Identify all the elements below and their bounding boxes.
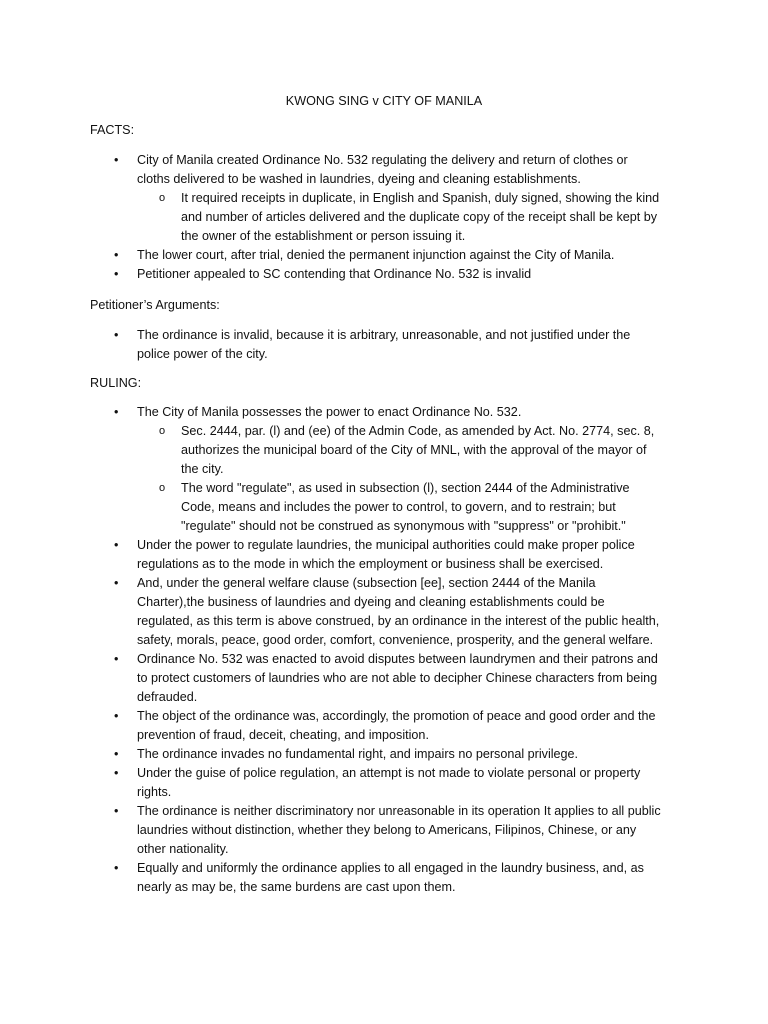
sub-list bbox=[137, 189, 664, 246]
list-item: • Under the guise of police regulation, an attempt is not made to violate personal or property rights. bbox=[0, 764, 768, 802]
facts-list bbox=[0, 151, 768, 284]
list-item-text: The City of Manila possesses the power to enact Ordinance No. 532. bbox=[137, 405, 522, 419]
arguments-list bbox=[0, 326, 768, 364]
sub-list-item: o Sec. 2444, par. (l) and (ee) of the Admin Code, as amended by Act. No. 2774, sec. 8, authorizes the municipal board of the City of MNL, with the approval of the mayor of the city. bbox=[137, 422, 664, 479]
list-item: • Equally and uniformly the ordinance applies to all engaged in the laundry business, and, as nearly as may be, the same burdens are cast upon them. bbox=[0, 859, 768, 897]
list-item bbox=[0, 403, 768, 536]
list-item: • The lower court, after trial, denied the permanent injunction against the City of Manila. bbox=[0, 246, 768, 265]
arguments-heading: Petitioner’s Arguments: bbox=[90, 298, 220, 312]
list-item: • The object of the ordinance was, accordingly, the promotion of peace and good order and the prevention of fraud, deceit, cheating, and imposition. bbox=[0, 707, 768, 745]
sub-list-item: o It required receipts in duplicate, in English and Spanish, duly signed, showing the kind and number of articles delivered and the duplicate copy of the receipt shall be kept by the owner of the establishment or person issuing it. bbox=[137, 189, 664, 246]
facts-heading: FACTS: bbox=[90, 123, 135, 137]
document-title: KWONG SING v CITY OF MANILA bbox=[285, 94, 483, 108]
list-item: • The ordinance is neither discriminatory nor unreasonable in its operation It applies to all public laundries without distinction, whether they belong to Americans, Filipinos, Chinese, or any other nationality. bbox=[0, 802, 768, 859]
ruling-heading: RULING: bbox=[90, 376, 142, 390]
list-item: • And, under the general welfare clause (subsection [ee], section 2444 of the Manila Charter),the business of laundries and dyeing and cleaning establishments could be regulated, as this term is above construed, by an ordinance in the interest of the public health, safety, morals, peace, good order, comfort, convenience, prosperity, and the general welfare. bbox=[0, 574, 768, 650]
list-item: • Ordinance No. 532 was enacted to avoid disputes between laundrymen and their patrons and to protect customers of laundries who are not able to decipher Chinese characters from being defrauded. bbox=[0, 650, 768, 707]
list-item-text: City of Manila created Ordinance No. 532 regulating the delivery and return of clothes or cloths delivered to be washed in laundries, dyeing and cleaning establishments. bbox=[137, 153, 628, 186]
list-item bbox=[0, 151, 768, 246]
ruling-list bbox=[0, 403, 768, 897]
list-item: • The ordinance is invalid, because it is arbitrary, unreasonable, and not justified under the police power of the city. bbox=[0, 326, 768, 364]
list-item: • Under the power to regulate laundries, the municipal authorities could make proper police regulations as to the mode in which the employment or business shall be exercised. bbox=[0, 536, 768, 574]
sub-list-item: o The word "regulate", as used in subsection (l), section 2444 of the Administrative Code, means and includes the power to control, to govern, and to restrain; but "regulate" should not be construed as synonymous with "suppress" or "prohibit." bbox=[137, 479, 664, 536]
list-item: • Petitioner appealed to SC contending that Ordinance No. 532 is invalid bbox=[0, 265, 768, 284]
list-item: • The ordinance invades no fundamental right, and impairs no personal privilege. bbox=[0, 745, 768, 764]
sub-list bbox=[137, 422, 664, 536]
